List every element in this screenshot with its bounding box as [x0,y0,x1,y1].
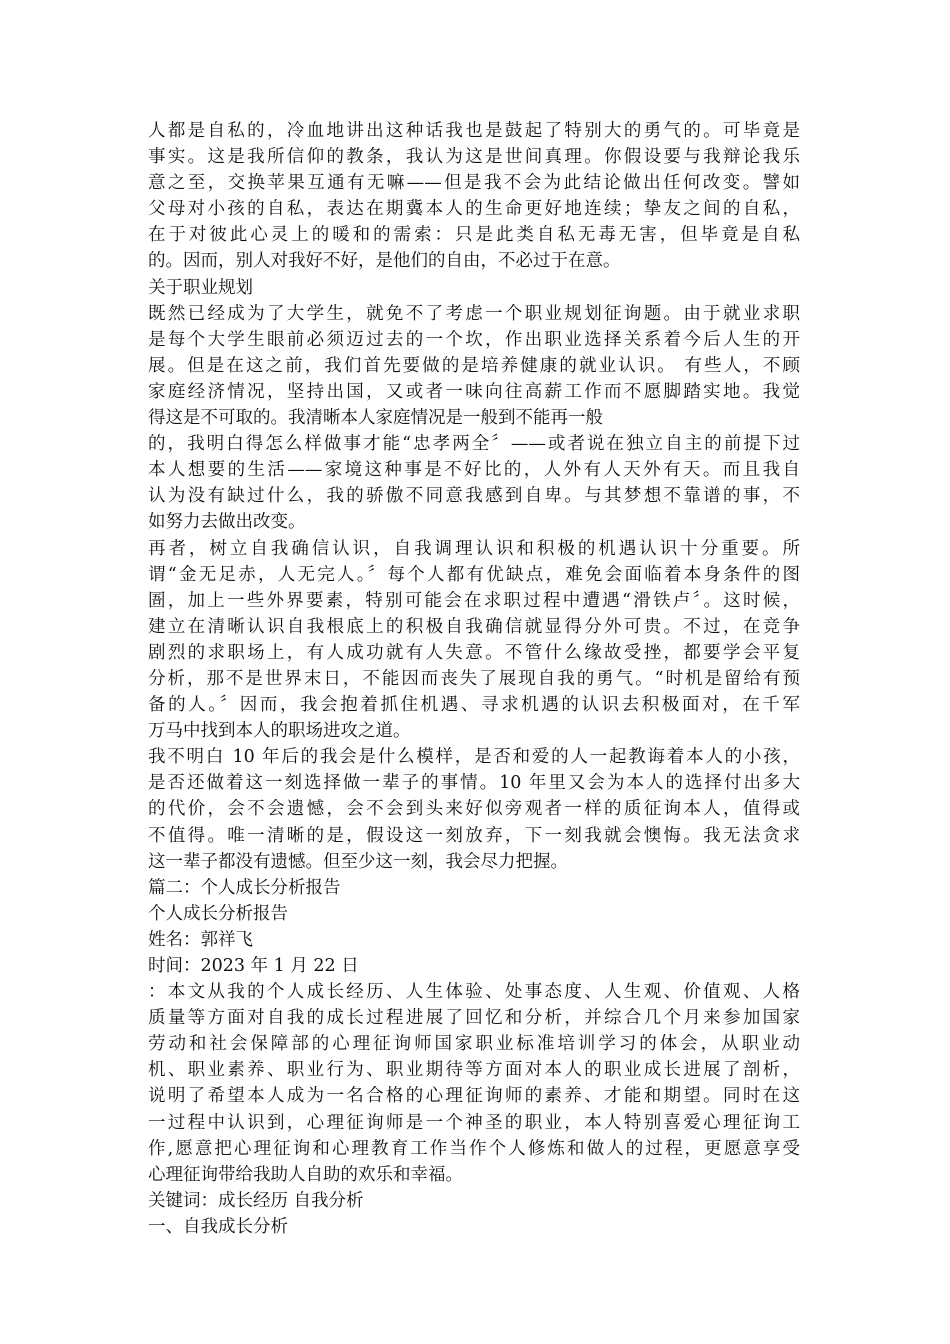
text-line: 的，我明白得怎么样做事才能“忠孝两全〞——或者说在独立自主的前提下过 [148,434,800,455]
text-line: 是否还做着这一刻选择做一辈子的事情。10 年里又会为本人的选择付出多大 [148,773,800,794]
text-line: 本人想要的生活——家境这种事是不好比的，人外有人天外有天。而且我自 [148,460,800,481]
text-line: 作,愿意把心理征询和心理教育工作当作个人修炼和做人的过程，更愿意享受 [148,1138,800,1159]
text-line: 既然已经成为了大学生，就免不了考虑一个职业规划征询题。由于就业求职 [148,303,800,324]
text-line: 的代价，会不会遗憾，会不会到头来好似旁观者一样的质征询本人，值得或 [148,799,800,820]
text-line: 如努力去做出改变。 [148,512,306,533]
text-line: 建立在清晰认识自我根底上的积极自我确信就显得分外可贵。不过，在竞争 [148,616,800,637]
text-line: 这一辈子都没有遗憾。但至少这一刻，我会尽力把握。 [148,851,568,872]
text-line: 再者，树立自我确信认识，自我调理认识和积极的机遇认识十分重要。所 [148,538,800,559]
text-line: 关于职业规划 [148,277,253,298]
text-line: 事实。这是我所信仰的教条，我认为这是世间真理。你假设要与我辩论我乐 [148,147,800,168]
text-line: 意之至，交换苹果互通有无嘛——但是我不会为此结论做出任何改变。譬如 [148,173,800,194]
text-line: 篇二：个人成长分析报告 [148,877,341,898]
document-page [148,118,800,1240]
text-line: 在于对彼此心灵上的暖和的需索：只是此类自私无毒无害，但毕竟是自私 [148,225,800,246]
text-line: 心理征询带给我助人自助的欢乐和幸福。 [148,1164,463,1185]
text-line: ：本文从我的个人成长经历、人生体验、处事态度、人生观、价值观、人格 [148,982,800,1003]
text-line: 不值得。唯一清晰的是，假设这一刻放弃，下一刻我就会懊悔。我无法贪求 [148,825,800,846]
text-line: 备的人。〞因而，我会抱着抓住机遇、寻求机遇的认识去积极面对，在千军 [148,695,800,716]
text-line: 圄，加上一些外界要素，特别可能会在求职过程中遭遇“滑铁卢〞。这时候， [148,590,800,611]
text-line: 剧烈的求职场上，有人成功就有人失意。不管什么缘故受挫，都要学会平复 [148,642,800,663]
text-line: 是每个大学生眼前必须迈过去的一个坎，作出职业选择关系着今后人生的开 [148,329,800,350]
text-line: 得这是不可取的。我清晰本人家庭情况是一般到不能再一般 [148,408,603,429]
text-line: 一过程中认识到，心理征询师是一个神圣的职业，本人特别喜爱心理征询工 [148,1112,800,1133]
text-line: 一、自我成长分析 [148,1216,288,1237]
text-line: 质量等方面对自我的成长过程进展了回忆和分析，并综合几个月来参加国家 [148,1008,800,1029]
text-line: 说明了希望本人成为一名合格的心理征询师的素养、才能和期望。同时在这 [148,1086,800,1107]
text-line: 谓“金无足赤，人无完人。〞每个人都有优缺点，难免会面临着本身条件的图 [148,564,800,585]
text-line: 万马中找到本人的职场进攻之道。 [148,721,411,742]
text-line: 分析，那不是世界末日，不能因而丧失了展现自我的勇气。“时机是留给有预 [148,668,800,689]
text-line: 人都是自私的，冷血地讲出这种话我也是鼓起了特别大的勇气的。可毕竟是 [148,121,800,141]
text-line: 关键词：成长经历 自我分析 [148,1190,364,1211]
text-line: 姓名：郭祥飞 [148,929,253,950]
text-line: 劳动和社会保障部的心理征询师国家职业标准培训学习的体会，从职业动 [148,1034,800,1055]
text-line: 个人成长分析报告 [148,903,288,924]
text-line: 家庭经济情况，坚持出国，又或者一味向往高薪工作而不愿脚踏实地。我觉 [148,381,800,402]
text-line: 时间：2023 年 1 月 22 日 [148,956,359,976]
text-line: 父母对小孩的自私，表达在期冀本人的生命更好地连续；挚友之间的自私， [148,199,800,220]
text-line: 的。因而，别人对我好不好，是他们的自由，不必过于在意。 [148,251,621,272]
text-line: 展。但是在这之前，我们首先要做的是培养健康的就业认识。 有些人，不顾 [148,355,800,376]
text-line: 我不明白 10 年后的我会是什么模样，是否和爱的人一起教诲着本人的小孩， [148,747,800,768]
text-line: 认为没有缺过什么，我的骄傲不同意我感到自卑。与其梦想不靠谱的事，不 [148,486,800,507]
text-line: 机、职业素养、职业行为、职业期待等方面对本人的职业成长进展了剖析， [148,1060,800,1081]
